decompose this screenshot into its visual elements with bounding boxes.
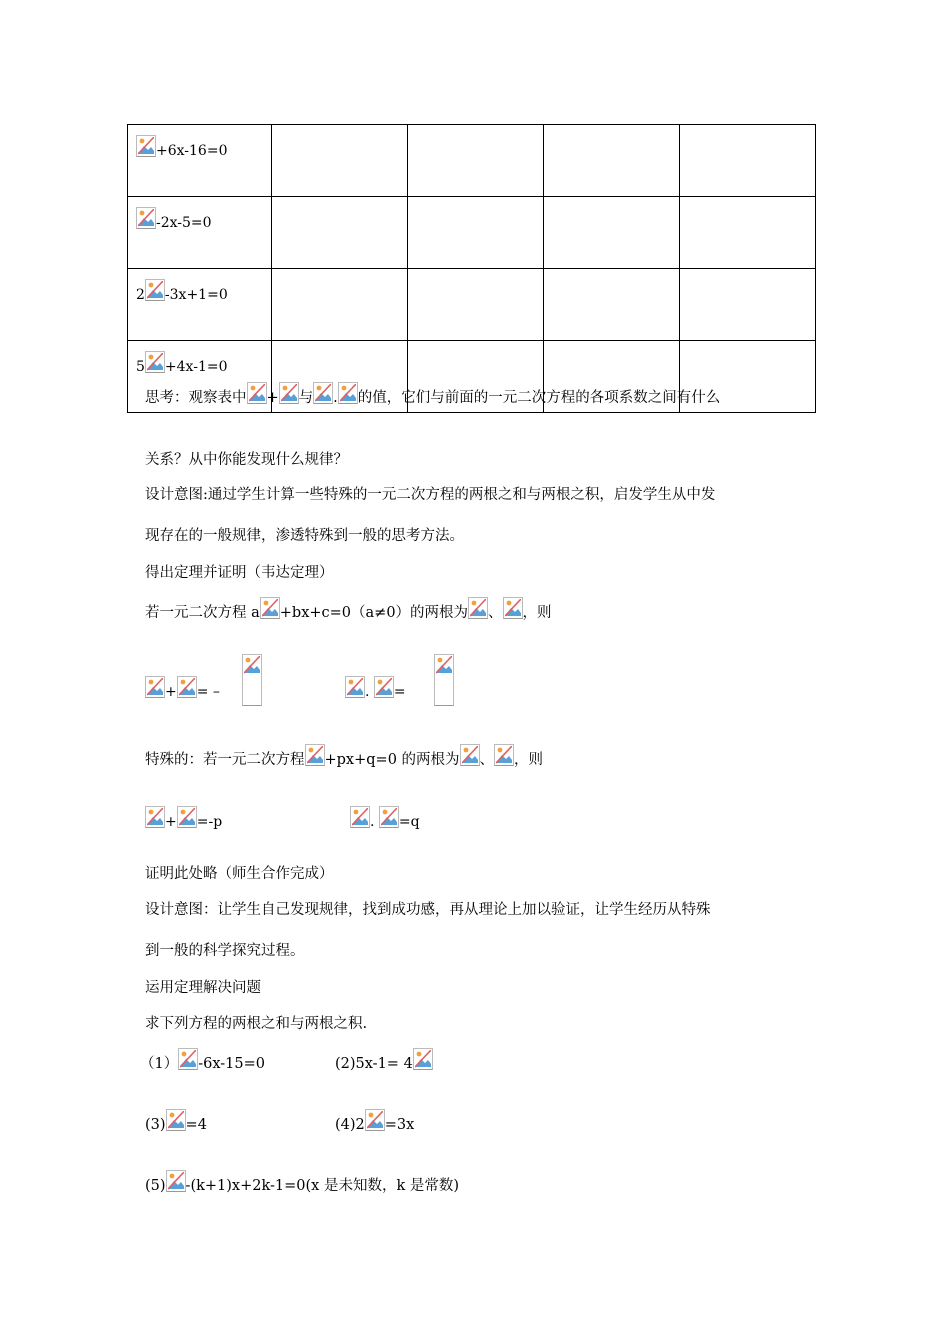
vieta-sum xyxy=(145,676,220,700)
exercise-2 xyxy=(335,1048,433,1072)
equation-suffix: +6x-16=0 xyxy=(156,143,228,159)
image-placeholder-icon xyxy=(145,806,165,828)
image-placeholder-icon xyxy=(460,744,480,766)
theorem-text-2: +bx+c=0（a≠0）的两根为 xyxy=(279,605,469,621)
special-product xyxy=(350,806,420,830)
table-cell[interactable] xyxy=(544,197,680,269)
design-intent-2-line-2: 到一般的科学探究过程。 xyxy=(145,943,305,959)
think-text: 思考：观察表中 xyxy=(145,390,247,406)
dot-sign: . xyxy=(370,814,375,830)
image-placeholder-icon xyxy=(305,744,325,766)
separator: 、 xyxy=(479,752,495,768)
image-placeholder-icon xyxy=(145,676,165,698)
special-text-2: +px+q=0 的两根为 xyxy=(324,752,460,768)
table-cell-equation xyxy=(128,125,272,197)
equals-text: =-p xyxy=(196,814,223,830)
proof-heading: 证明此处略（师生合作完成） xyxy=(145,866,334,882)
table-cell[interactable] xyxy=(408,197,544,269)
equals-minus: = – xyxy=(196,684,220,700)
special-text-3: ，则 xyxy=(514,752,544,768)
image-placeholder-icon xyxy=(379,806,399,828)
exercise-label: (4)2 xyxy=(335,1117,365,1133)
image-placeholder-icon xyxy=(178,1048,198,1070)
design-intent-1-line-2: 现存在的一般规律，渗透特殊到一般的思考方法。 xyxy=(145,528,464,544)
exercise-1 xyxy=(140,1048,265,1073)
apply-task: 求下列方程的两根之和与两根之积. xyxy=(145,1016,368,1032)
equation-suffix: -2x-5=0 xyxy=(156,215,212,231)
design-intent-2-line-1: 设计意图：让学生自己发现规律，找到成功感，再从理论上加以验证，让学生经历从特殊 xyxy=(145,902,711,918)
image-placeholder-icon xyxy=(313,382,333,404)
plus-sign: + xyxy=(165,684,177,700)
equals-sign: = xyxy=(393,684,406,700)
exercise-label: (3) xyxy=(145,1117,166,1133)
image-placeholder-icon xyxy=(177,806,197,828)
table-row xyxy=(128,125,816,197)
image-placeholder-icon xyxy=(136,207,156,229)
and-text: 与 xyxy=(298,390,314,406)
separator: 、 xyxy=(488,605,503,621)
table-cell-equation xyxy=(128,197,272,269)
table-cell[interactable] xyxy=(680,197,816,269)
equation-table xyxy=(127,124,816,413)
image-placeholder-icon xyxy=(345,676,365,698)
equation-suffix: +4x-1=0 xyxy=(164,359,228,375)
exercise-3 xyxy=(145,1109,207,1133)
image-placeholder-icon xyxy=(468,597,488,619)
image-placeholder-icon xyxy=(166,1109,186,1131)
think-line-2: 关系？从中你能发现什么规律？ xyxy=(145,452,348,468)
image-placeholder-icon xyxy=(166,1170,186,1192)
exercise-4 xyxy=(335,1109,414,1133)
dot-sign: . xyxy=(365,684,370,700)
design-intent-1-line-1: 设计意图:通过学生计算一些特殊的一元二次方程的两根之和与两根之积，启发学生从中发 xyxy=(145,487,716,503)
image-placeholder-icon xyxy=(413,1048,433,1070)
exercise-label: （1） xyxy=(140,1056,179,1072)
exercise-text: =4 xyxy=(185,1117,207,1133)
special-sum xyxy=(145,806,222,830)
image-placeholder-icon xyxy=(350,806,370,828)
table-cell[interactable] xyxy=(272,197,408,269)
theorem-statement xyxy=(145,597,552,622)
equation-suffix: -3x+1=0 xyxy=(164,287,228,303)
theorem-text: 若一元二次方程 a xyxy=(145,605,260,621)
fraction-image-icon xyxy=(242,654,262,706)
equation-prefix: 5 xyxy=(136,359,145,375)
table-row xyxy=(128,269,816,341)
special-statement xyxy=(145,744,543,769)
image-placeholder-icon xyxy=(247,382,267,404)
vieta-product xyxy=(345,676,406,700)
table-cell[interactable] xyxy=(408,269,544,341)
think-line xyxy=(145,382,720,407)
table-cell[interactable] xyxy=(544,125,680,197)
image-placeholder-icon xyxy=(145,279,165,301)
exercise-text: (2)5x-1= 4 xyxy=(335,1056,413,1072)
exercise-text: -6x-15=0 xyxy=(198,1056,266,1072)
image-placeholder-icon xyxy=(136,135,156,157)
table-row xyxy=(128,197,816,269)
table-cell[interactable] xyxy=(272,125,408,197)
table-cell[interactable] xyxy=(680,125,816,197)
exercise-text: -(k+1)x+2k-1=0(x 是未知数，k 是常数) xyxy=(185,1178,459,1194)
image-placeholder-icon xyxy=(374,676,394,698)
image-placeholder-icon xyxy=(494,744,514,766)
table-cell[interactable] xyxy=(680,269,816,341)
image-placeholder-icon xyxy=(177,676,197,698)
dot-sign: . xyxy=(333,390,338,406)
equals-text: =q xyxy=(398,814,420,830)
plus-sign: + xyxy=(266,390,279,406)
theorem-heading: 得出定理并证明（韦达定理） xyxy=(145,565,334,581)
table-cell-equation xyxy=(128,269,272,341)
think-text-2: 的值，它们与前面的一元二次方程的各项系数之间有什么 xyxy=(357,390,721,406)
image-placeholder-icon xyxy=(365,1109,385,1131)
plus-sign: + xyxy=(165,814,177,830)
image-placeholder-icon xyxy=(145,351,165,373)
table-cell[interactable] xyxy=(272,269,408,341)
exercise-label: (5) xyxy=(145,1178,166,1194)
image-placeholder-icon xyxy=(260,597,280,619)
table-cell[interactable] xyxy=(408,125,544,197)
table-cell[interactable] xyxy=(544,269,680,341)
image-placeholder-icon xyxy=(279,382,299,404)
exercise-5 xyxy=(145,1170,459,1195)
equation-prefix: 2 xyxy=(136,287,145,303)
image-placeholder-icon xyxy=(338,382,358,404)
image-placeholder-icon xyxy=(503,597,523,619)
exercise-text: =3x xyxy=(384,1117,415,1133)
apply-heading: 运用定理解决问题 xyxy=(145,980,261,996)
special-text: 特殊的：若一元二次方程 xyxy=(145,752,305,768)
theorem-text-3: ，则 xyxy=(522,605,552,621)
fraction-image-icon xyxy=(434,654,454,706)
